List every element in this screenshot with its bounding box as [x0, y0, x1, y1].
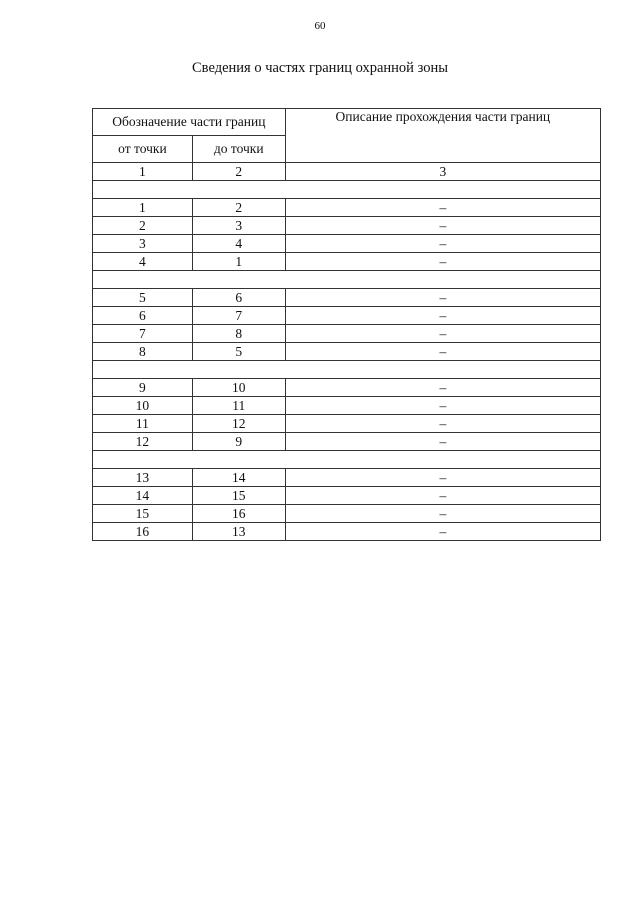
- cell-description: –: [285, 523, 600, 541]
- cell-to-point: 9: [192, 433, 285, 451]
- cell-from-point: 1: [93, 199, 193, 217]
- cell-description: –: [285, 505, 600, 523]
- page-title: Сведения о частях границ охранной зоны: [192, 60, 448, 76]
- cell-from-point: 4: [93, 253, 193, 271]
- cell-description: –: [285, 325, 600, 343]
- table-row: [93, 289, 601, 307]
- cell-to-point: 10: [192, 379, 285, 397]
- cell-description: –: [285, 379, 600, 397]
- header-boundary-designation: Обозначение части границ: [93, 109, 286, 136]
- cell-from-point: 8: [93, 343, 193, 361]
- boundary-parts-table: [92, 108, 601, 541]
- cell-description: –: [285, 397, 600, 415]
- table-row: [93, 199, 601, 217]
- cell-description: –: [285, 469, 600, 487]
- table-row: [93, 217, 601, 235]
- cell-to-point: 14: [192, 469, 285, 487]
- header-description: Описание прохождения части границ: [285, 109, 600, 163]
- cell-description: –: [285, 415, 600, 433]
- column-number-1: 1: [93, 163, 193, 181]
- cell-description: –: [285, 253, 600, 271]
- table-row: [93, 235, 601, 253]
- table-row: [93, 505, 601, 523]
- cell-description: –: [285, 487, 600, 505]
- page-number: 60: [314, 20, 326, 32]
- column-number-row: [93, 163, 601, 181]
- table-row: [93, 523, 601, 541]
- group-separator-row: [93, 271, 601, 289]
- header-to-point: до точки: [192, 136, 285, 163]
- cell-from-point: 3: [93, 235, 193, 253]
- cell-description: –: [285, 235, 600, 253]
- cell-description: –: [285, 289, 600, 307]
- cell-from-point: 6: [93, 307, 193, 325]
- cell-to-point: 4: [192, 235, 285, 253]
- table-row: [93, 325, 601, 343]
- table-row: [93, 469, 601, 487]
- table-row: [93, 307, 601, 325]
- cell-to-point: 5: [192, 343, 285, 361]
- table-row: [93, 433, 601, 451]
- cell-to-point: 12: [192, 415, 285, 433]
- cell-to-point: 8: [192, 325, 285, 343]
- cell-to-point: 7: [192, 307, 285, 325]
- cell-from-point: 15: [93, 505, 193, 523]
- column-number-3: 3: [285, 163, 600, 181]
- cell-from-point: 13: [93, 469, 193, 487]
- cell-to-point: 15: [192, 487, 285, 505]
- cell-from-point: 14: [93, 487, 193, 505]
- cell-from-point: 7: [93, 325, 193, 343]
- group-separator-cell: [93, 361, 601, 379]
- cell-description: –: [285, 217, 600, 235]
- cell-from-point: 10: [93, 397, 193, 415]
- cell-from-point: 9: [93, 379, 193, 397]
- cell-description: –: [285, 307, 600, 325]
- cell-from-point: 11: [93, 415, 193, 433]
- table-row: [93, 379, 601, 397]
- cell-to-point: 3: [192, 217, 285, 235]
- cell-description: –: [285, 343, 600, 361]
- cell-to-point: 2: [192, 199, 285, 217]
- cell-from-point: 2: [93, 217, 193, 235]
- cell-to-point: 16: [192, 505, 285, 523]
- table-row: [93, 397, 601, 415]
- group-separator-row: [93, 181, 601, 199]
- table-row: [93, 253, 601, 271]
- cell-from-point: 5: [93, 289, 193, 307]
- table-body: [93, 163, 601, 541]
- cell-to-point: 1: [192, 253, 285, 271]
- group-separator-cell: [93, 451, 601, 469]
- cell-from-point: 12: [93, 433, 193, 451]
- table-header-row: [93, 109, 601, 136]
- group-separator-row: [93, 361, 601, 379]
- table-row: [93, 415, 601, 433]
- column-number-2: 2: [192, 163, 285, 181]
- cell-to-point: 6: [192, 289, 285, 307]
- group-separator-cell: [93, 271, 601, 289]
- header-from-point: от точки: [93, 136, 193, 163]
- cell-from-point: 16: [93, 523, 193, 541]
- cell-description: –: [285, 433, 600, 451]
- table-row: [93, 343, 601, 361]
- group-separator-row: [93, 451, 601, 469]
- cell-to-point: 11: [192, 397, 285, 415]
- cell-to-point: 13: [192, 523, 285, 541]
- group-separator-cell: [93, 181, 601, 199]
- table-row: [93, 487, 601, 505]
- cell-description: –: [285, 199, 600, 217]
